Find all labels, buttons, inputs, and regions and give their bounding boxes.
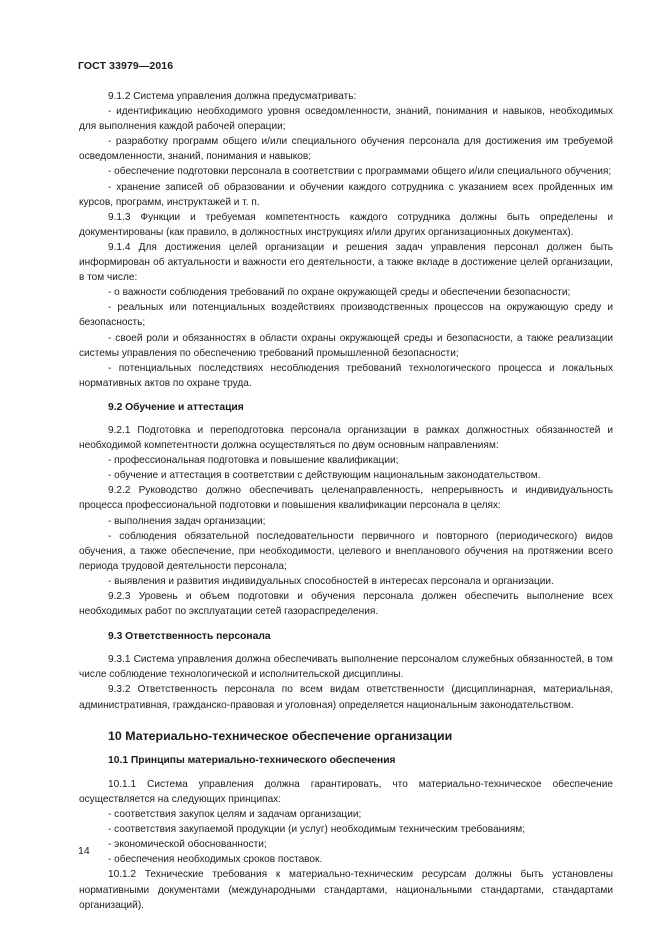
document-header: ГОСТ 33979—2016 [78,60,174,72]
list-item: - своей роли и обязанностях в области охраны окружающей среды и безопасности, а также реализации системы управления по обеспечению требований промышленной безопасности; [79,332,613,359]
list-item: - хранение записей об образовании и обучении каждого сотрудника с указанием всех пройденных им курсов, программ, инструктажей и т. п. [79,181,613,208]
list-item: - обеспечения необходимых сроков поставок. [108,854,323,866]
list-item: - выполнения задач организации; [108,515,266,527]
list-item: - соблюдения обязательной последовательности первичного и повторного (периодического) видов обучения, а также обеспечение, при необходимости, целевого и внепланового обучения на протяжении всего периода трудовой деятельности персонала; [79,530,613,572]
list-item: - профессиональная подготовка и повышение квалификации; [108,455,399,467]
section-heading: 10.1 Принципы материально-технического обеспечения [108,754,396,766]
chapter-heading: 10 Материально-техническое обеспечение организации [108,728,453,743]
page-number: 14 [78,845,90,857]
paragraph: 9.3.2 Ответственность персонала по всем видам ответственности (дисциплинарная, материальная, административная, гражданско-правовая и уголовная) определяется национальным законодательством. [79,684,613,711]
paragraph: 9.1.4 Для достижения целей организации и решения задач управления персонал должен быть информирован об актуальности и важности его деятельности, а также вкладе в достижение целей организации, в том числе: [79,241,613,284]
paragraph: 9.1.2 Система управления должна предусматривать: [108,91,357,102]
list-item: - реальных или потенциальных воздействиях производственных процессов на окружающую среду и безопасность; [79,302,613,329]
list-item: - обеспечение подготовки персонала в соответствии с программами общего и/или специального обучения; [108,166,612,178]
list-item: - соответствия закупаемой продукции (и услуг) необходимым техническим требованиям; [108,824,526,836]
list-item: - идентификацию необходимого уровня осведомленности, знаний, понимания и навыков, необходимых для выполнения каждой рабочей операции; [79,106,613,133]
paragraph: 9.3.1 Система управления должна обеспечивать выполнение персоналом служебных обязанностей, в том числе соблюдение технологической и исполнительской дисциплины. [79,654,613,681]
list-item: - экономической обоснованности; [108,839,267,851]
list-item: - о важности соблюдения требований по охране окружающей среды и обеспечении безопасности; [108,287,571,299]
list-item: - обучение и аттестация в соответствии с действующим национальным законодательством. [108,470,541,482]
list-item: - выявления и развития индивидуальных способностей в интересах персонала и организации. [108,575,554,587]
paragraph: 9.1.3 Функции и требуемая компетентность каждого сотрудника должны быть определены и документированы (как правило, в должностных инструкциях и/или других организационных документах). [79,211,613,238]
section-heading: 9.3 Ответственность персонала [108,631,271,643]
paragraph: 10.1.1 Система управления должна гарантировать, что материально-техническое обеспечение осуществляется на следующих принципах: [79,778,613,805]
paragraph: 9.2.3 Уровень и объем подготовки и обучения персонала должен обеспечить выполнение всех необходимых работ по эксплуатации сетей газораспределения. [79,591,613,618]
document-body [79,89,613,913]
paragraph: 10.1.2 Технические требования к материально-техническим ресурсам должны быть установлены нормативными документами (международными стандартами, национальными стандартами, стандартами организаций). [79,869,613,911]
list-item: - потенциальных последствиях несоблюдения требований технологического процесса и локальных нормативных актов по охране труда. [79,362,613,389]
paragraph: 9.2.1 Подготовка и переподготовка персонала организации в рамках должностных обязанностей и необходимой компетентности должна осуществляться по двум основным направлениям: [79,424,613,452]
list-item: - разработку программ общего и/или специального обучения персонала для достижения им требуемой осведомленности, знаний, понимания и навыков; [79,136,613,163]
list-item: - соответствия закупок целям и задачам организации; [108,809,362,821]
section-heading: 9.2 Обучение и аттестация [108,401,244,413]
paragraph: 9.2.2 Руководство должно обеспечивать целенаправленность, непрерывность и индивидуальность процесса профессиональной подготовки и повышения квалификации персонала в целях: [79,485,613,512]
